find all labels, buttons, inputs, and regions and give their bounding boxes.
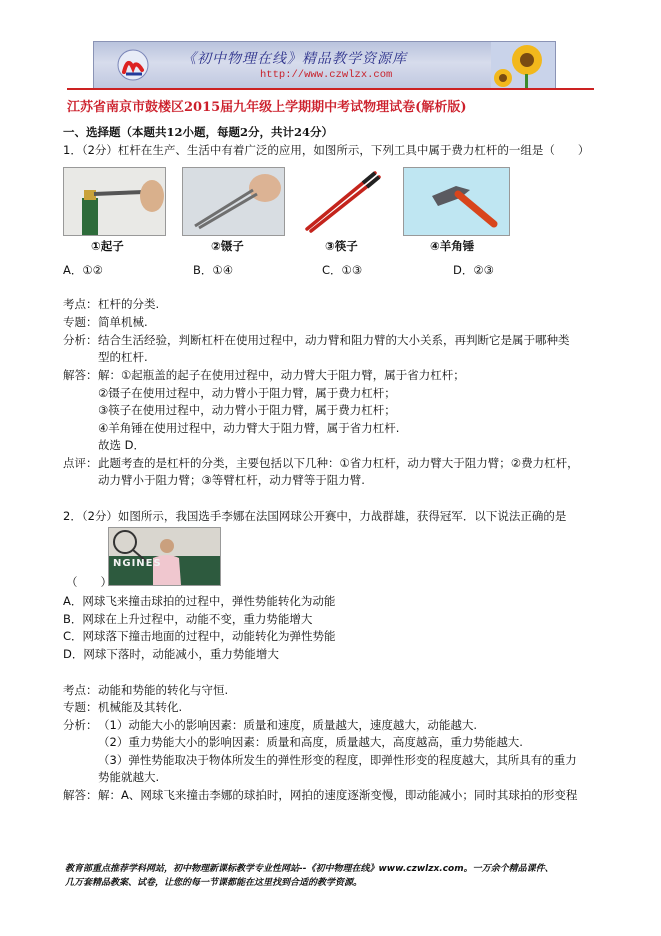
q1-jieda-line-1: 解：①起瓶盖的起子在使用过程中，动力臂大于阻力臂，属于省力杠杆；	[98, 368, 465, 382]
q2-fenxi-line-2: （2）重力势能大小的影响因素：质量和高度，质量越大，高度越高，重力势能越大.	[98, 735, 523, 749]
q1-image-hammer	[403, 167, 510, 236]
q2-fenxi-line-1: （1）动能大小的影响因素：质量和速度，质量越大，速度越大，动能越大.	[98, 718, 477, 732]
q1-kaodian-label: 考点：	[63, 297, 98, 311]
banner-url[interactable]: http://www.czwlzx.com	[260, 69, 393, 81]
logo-icon	[116, 48, 150, 82]
q1-image-chopsticks	[301, 167, 381, 234]
q2-stem: 2．（2分）如图所示，我国选手李娜在法国网球公开赛中，力战群雄，获得冠军．以下说法正确的是	[63, 509, 567, 523]
title-divider	[67, 88, 594, 90]
q2-zhuanti-label: 专题：	[63, 700, 98, 714]
q1-caption-2: ②镊子	[211, 239, 244, 253]
document-title: 江苏省南京市鼓楼区2015届九年级上学期期中考试物理试卷(解析版)	[67, 100, 467, 115]
q1-dianping-line-1: 此题考查的是杠杆的分类，主要包括以下几种：①省力杠杆，动力臂大于阻力臂；②费力杠杆，	[98, 456, 579, 470]
q2-option-d[interactable]: D．网球下落时，动能减小，重力势能增大	[63, 647, 279, 661]
q1-jieda-line-4: ④羊角锤在使用过程中，动力臂大于阻力臂，属于省力杠杆.	[98, 421, 400, 435]
q2-zhuanti-text: 机械能及其转化.	[98, 700, 183, 714]
q2-option-c[interactable]: C．网球落下撞击地面的过程中，动能转化为弹性势能	[63, 629, 336, 643]
q2-jieda-label: 解答：	[63, 788, 98, 802]
q1-option-d[interactable]: D．②③	[453, 263, 494, 277]
q1-zhuanti-text: 简单机械.	[98, 315, 148, 329]
q1-option-a[interactable]: A．①②	[63, 263, 103, 277]
q1-jieda-line-5: 故选 D．	[98, 438, 146, 452]
q1-caption-4: ④羊角锤	[430, 239, 475, 253]
hammer-icon	[404, 168, 509, 235]
q1-fenxi-line-1: 结合生活经验，判断杠杆在使用过程中，动力臂和阻力臂的大小关系，再判断它是属于哪种类	[98, 333, 570, 347]
site-banner[interactable]	[93, 41, 556, 89]
q2-jieda-line-1: 解：A、网球飞来撞击李娜的球拍时，网拍的速度逐渐变慢，即动能减小；同时其球拍的形变程	[98, 788, 578, 802]
q2-kaodian-text: 动能和势能的转化与守恒.	[98, 683, 229, 697]
q1-dianping-line-2: 动力臂小于阻力臂；③等臂杠杆，动力臂等于阻力臂.	[98, 473, 365, 487]
q2-fenxi-label: 分析：	[63, 718, 98, 732]
section-header: 一、选择题（本题共12小题，每题2分，共计24分）	[63, 125, 334, 139]
q1-zhuanti-label: 专题：	[63, 315, 98, 329]
q1-jieda-line-2: ②镊子在使用过程中，动力臂小于阻力臂，属于费力杠杆；	[98, 386, 396, 400]
q2-paren: （ ）	[66, 575, 112, 589]
tweezers-icon	[183, 168, 284, 235]
q2-photo-text: NGINES	[113, 558, 162, 569]
page-footer	[65, 862, 554, 890]
bottle-opener-icon	[64, 168, 165, 235]
banner-title: 《初中物理在线》精品教学资源库	[182, 51, 407, 67]
q1-image-tweezers	[182, 167, 285, 236]
q1-image-opener	[63, 167, 166, 236]
footer-line-2: 几万套精品教案、试卷，让您的每一节课都能在这里找到合适的教学资源。	[65, 878, 363, 888]
q1-option-b[interactable]: B．①④	[193, 263, 234, 277]
q1-caption-3: ③筷子	[325, 239, 358, 253]
q1-jieda-label: 解答：	[63, 368, 98, 382]
q2-kaodian-label: 考点：	[63, 683, 98, 697]
q1-option-c[interactable]: C．①③	[322, 263, 363, 277]
q2-fenxi-line-4: 势能就越大.	[98, 770, 160, 784]
tennis-player-icon	[109, 528, 220, 585]
q2-fenxi-line-3: （3）弹性势能取决于物体所发生的弹性形变的程度，即弹性形变的程度越大，其所具有的重力	[98, 753, 577, 767]
q2-image-tennis	[108, 527, 221, 586]
footer-line-1: 教育部重点推荐学科网站，初中物理新课标教学专业性网站--《初中物理在线》www.czwlzx.com。一万余个精品课件、	[65, 864, 554, 874]
q1-fenxi-line-2: 型的杠杆.	[98, 350, 148, 364]
q1-kaodian-text: 杠杆的分类.	[98, 297, 160, 311]
q2-option-b[interactable]: B．网球在上升过程中，动能不变，重力势能增大	[63, 612, 313, 626]
sunflower-icon	[491, 42, 555, 88]
q1-stem: 1．（2分）杠杆在生产、生活中有着广泛的应用，如图所示，下列工具中属于费力杠杆的一组是（ ）	[63, 143, 590, 157]
q2-option-a[interactable]: A．网球飞来撞击球拍的过程中，弹性势能转化为动能	[63, 594, 336, 608]
q1-jieda-line-3: ③筷子在使用过程中，动力臂小于阻力臂，属于费力杠杆；	[98, 403, 396, 417]
q1-dianping-label: 点评：	[63, 456, 98, 470]
chopsticks-icon	[301, 167, 381, 234]
q1-fenxi-label: 分析：	[63, 333, 98, 347]
q1-caption-1: ①起子	[91, 239, 124, 253]
